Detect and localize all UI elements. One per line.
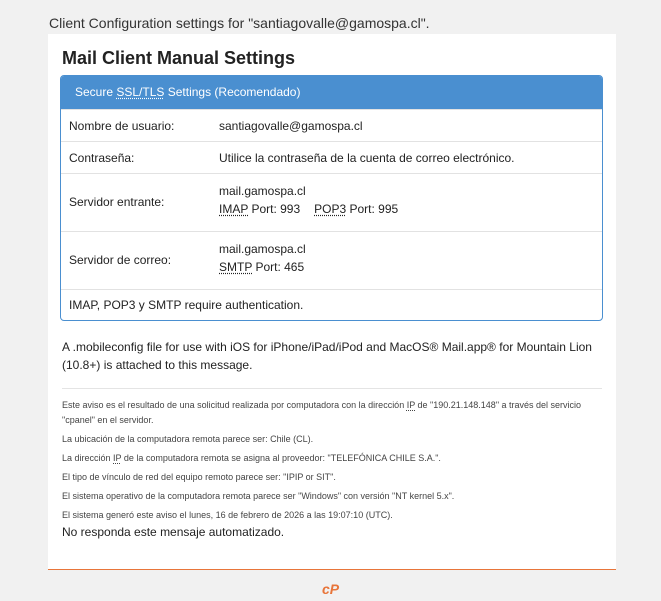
ip-abbr: IP: [406, 400, 416, 410]
notice-line-1: [62, 398, 607, 428]
notice-line-6: El sistema generó este aviso el lunes, 16 de febrero de 2026 a las 19:07:10 (UTC).: [62, 510, 393, 520]
incoming-server-label: Servidor entrante:: [69, 195, 165, 209]
incoming-server-row: [61, 173, 602, 231]
email-header-title: Client Configuration settings for "santiagovalle@gamospa.cl".: [49, 15, 430, 31]
auth-note: IMAP, POP3 y SMTP require authentication.: [69, 298, 304, 312]
ssl-tls-abbr: SSL/TLS: [116, 85, 165, 99]
notice-line-2: La ubicación de la computadora remota parece ser: Chile (CL).: [62, 434, 314, 444]
svg-text:cP: cP: [322, 582, 340, 596]
pop3-abbr: POP3: [314, 202, 347, 216]
imap-port: Port: 993: [248, 202, 301, 216]
password-label: Contraseña:: [69, 151, 135, 165]
username-row: [61, 109, 602, 141]
divider: [62, 388, 602, 389]
outgoing-host: mail.gamospa.cl: [219, 242, 306, 256]
ssl-settings-panel: [60, 75, 603, 321]
password-value: Utilice la contraseña de la cuenta de correo electrónico.: [219, 151, 515, 165]
cpanel-logo-icon: [322, 582, 342, 601]
outgoing-server-row: [61, 231, 602, 289]
outgoing-server-value: [219, 240, 306, 276]
notice-line-3: [62, 451, 607, 466]
username-value: santiagovalle@gamospa.cl: [219, 119, 363, 133]
panel-heading-suffix: Settings (Recomendado): [164, 85, 301, 99]
smtp-abbr: SMTP: [219, 260, 253, 274]
panel-heading: [61, 76, 602, 109]
username-label: Nombre de usuario:: [69, 119, 175, 133]
imap-abbr: IMAP: [219, 202, 249, 216]
notice-line-1-pre: Este aviso es el resultado de una solicitud realizada por computadora con la dirección: [62, 400, 407, 410]
remote-notice: [62, 398, 607, 527]
notice-line-4: El tipo de vínculo de red del equipo remoto parece ser: "IPIP or SIT".: [62, 472, 336, 482]
ip-abbr: IP: [113, 453, 122, 463]
mail-settings-card: [48, 34, 616, 570]
pop3-port: Port: 995: [346, 202, 399, 216]
password-row: [61, 141, 602, 173]
card-title: Mail Client Manual Settings: [62, 48, 296, 68]
smtp-port: Port: 465: [252, 260, 305, 274]
auth-row: [61, 289, 602, 320]
mobileconfig-note: A .mobileconfig file for use with iOS for iPhone/iPad/iPod and MacOS® Mail.app® for Mountain Lion (10.8+) is attached to this message.: [62, 340, 592, 372]
notice-line-3-pre: La dirección: [62, 453, 114, 463]
notice-line-3-post: de la computadora remota se asigna al proveedor: "TELEFÓNICA CHILE S.A.".: [121, 453, 441, 463]
notice-line-5: El sistema operativo de la computadora remota parece ser "Windows" con versión "NT kernel 5.x".: [62, 491, 455, 501]
incoming-host: mail.gamospa.cl: [219, 184, 306, 198]
no-reply-note: No responda este mensaje automatizado.: [62, 525, 285, 539]
outgoing-server-label: Servidor de correo:: [69, 253, 172, 267]
notice-line-1-post: de "190.21.148.148" a través del servicio "cpanel" en el servidor.: [62, 400, 582, 425]
incoming-server-value: [219, 182, 398, 218]
panel-heading-prefix: Secure: [75, 85, 117, 99]
